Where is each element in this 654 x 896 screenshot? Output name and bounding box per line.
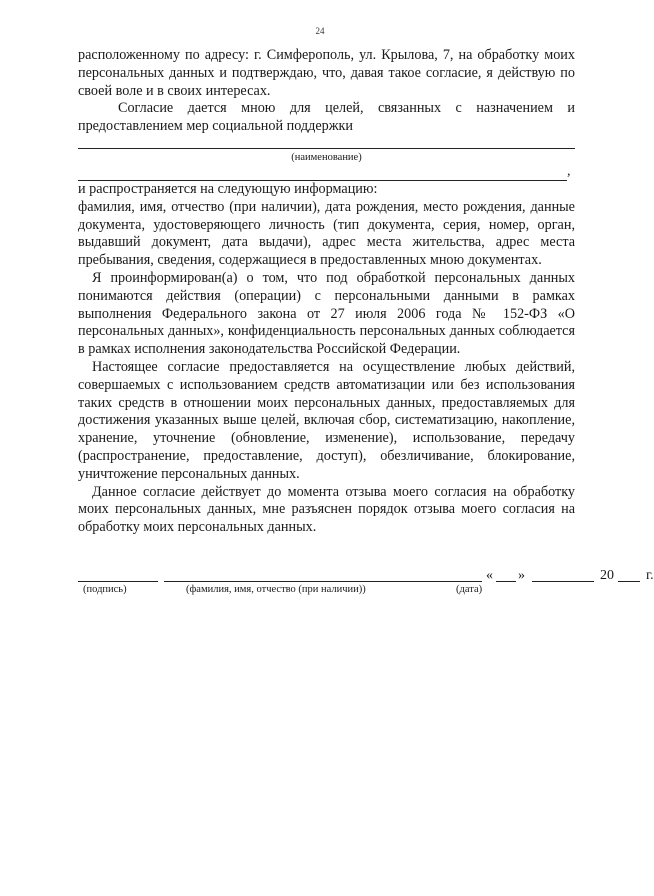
month-line bbox=[532, 581, 594, 582]
caption-fio: (фамилия, имя, отчество (при наличии)) bbox=[186, 584, 366, 595]
year-suffix: г. bbox=[646, 568, 654, 583]
paragraph-validity: Данное согласие действует до момента отзыва моего согласия на обработку моих персональных данных, мне разъяснен порядок отзыва моего согласия на обработку моих персональных данных. bbox=[78, 483, 575, 536]
open-quote: « bbox=[486, 568, 493, 583]
paragraph-purpose: Согласие дается мною для целей, связанных с назначением и предоставлением мер социальной поддержки bbox=[78, 100, 575, 135]
year-line bbox=[618, 581, 640, 582]
line-comma: , bbox=[567, 164, 571, 180]
signature-line bbox=[78, 581, 158, 582]
paragraph-address: расположенному по адресу: г. Симферополь, ул. Крылова, 7, на обработку моих персональных данных и подтверждаю, что, давая такое согласие, я действую по своей воле и в своих интересах. bbox=[78, 47, 575, 99]
paragraph-info-intro: и распространяется на следующую информацию: bbox=[78, 180, 378, 197]
blank-line bbox=[78, 166, 567, 181]
document-body bbox=[78, 47, 575, 537]
caption-date: (дата) bbox=[456, 584, 483, 595]
signature-row bbox=[78, 566, 654, 584]
purpose-continuation-line bbox=[78, 165, 575, 181]
paragraph-informed: Я проинформирован(а) о том, что под обработкой персональных данных понимаются действия (операции) с персональными данными в рамках выполнения Федерального закона от 27 июля 2006 года № 152-ФЗ «О персональных данных», конфиденциальность персональных данных соблюдается в рамках исполнения законодательства Российской Федерации. bbox=[78, 269, 575, 358]
close-quote: » bbox=[518, 568, 525, 583]
fio-line bbox=[164, 581, 482, 582]
purpose-name-line bbox=[78, 136, 575, 149]
day-line bbox=[496, 581, 516, 582]
paragraph-info-list: фамилия, имя, отчество (при наличии), дата рождения, место рождения, данные документа, удостоверяющего личность (тип документа, серия, номер, орган, выдавший документ, дата выдачи), адрес места жительства, адрес места пребывания, сведения, содержащиеся в предоставленных мною документах. bbox=[78, 198, 575, 269]
page-number: 24 bbox=[315, 26, 325, 36]
caption-signature: (подпись) bbox=[83, 584, 127, 595]
paragraph-actions: Настоящее согласие предоставляется на осуществление любых действий, совершаемых с использованием средств автоматизации или без использования таких средств в отношении моих персональных данных, предоставляемых для достижения указанных выше целей, включая сбор, систематизацию, накопление, хранение, уточнение (обновление, изменение), использование, передачу (распространение, предоставление, доступ), обезличивание, блокирование, уничтожение персональных данных. bbox=[78, 358, 575, 482]
year-prefix: 20 bbox=[600, 568, 614, 583]
caption-name: (наименование) bbox=[291, 151, 362, 163]
